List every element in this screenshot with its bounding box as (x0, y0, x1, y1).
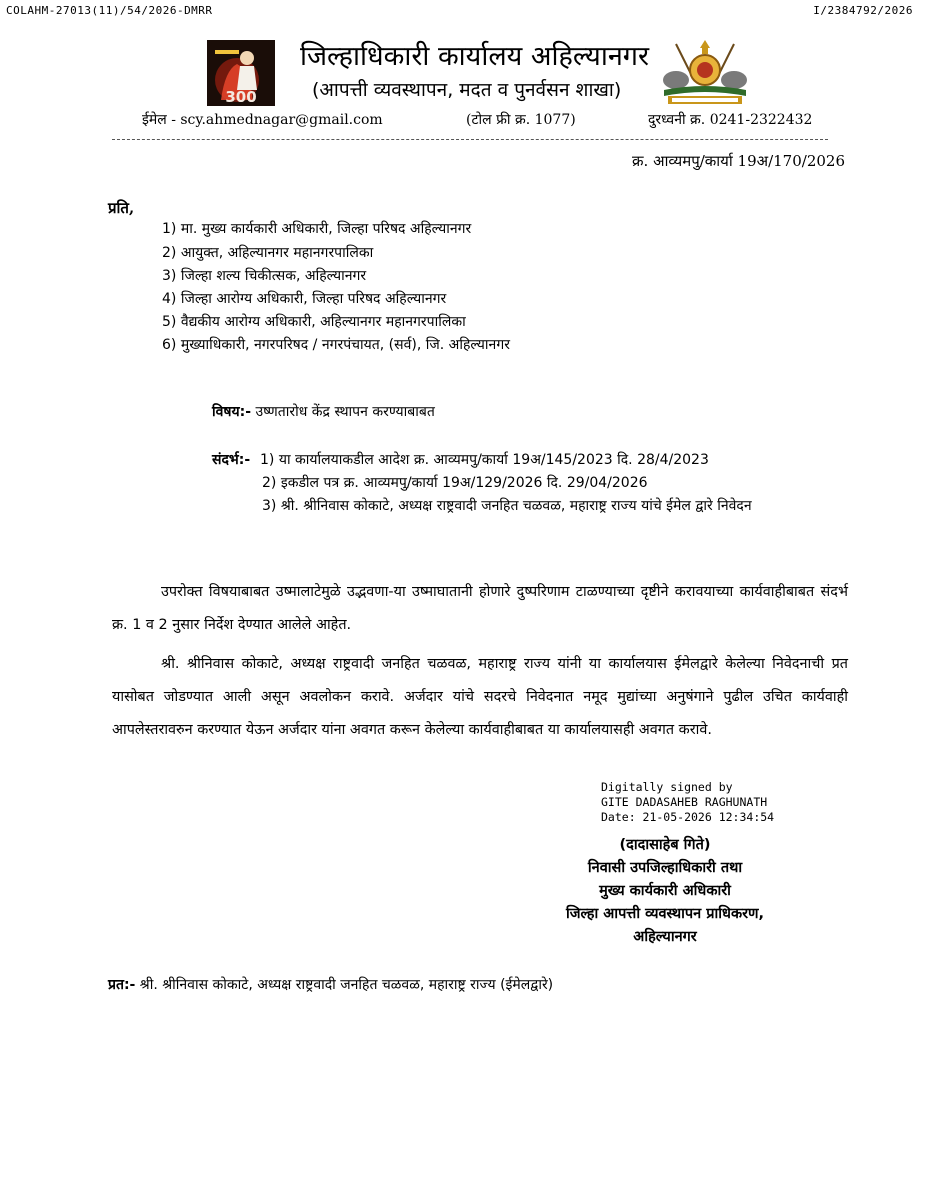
copy-to-label: प्रत:- (108, 977, 136, 993)
digital-signature-signer: GITE DADASAHEB RAGHUNATH (601, 795, 768, 809)
commemorative-logo (207, 40, 275, 106)
subject-label: विषय:- (212, 404, 252, 420)
references-label: संदर्भ:- (212, 452, 251, 468)
tollfree-contact: (टोल फ्री क्र. 1077) (466, 112, 576, 128)
addressee-item: 1) मा. मुख्य कार्यकारी अधिकारी, जिल्हा परिषद अहिल्यानगर (162, 221, 472, 237)
signer-location: अहिल्यानगर (633, 929, 697, 945)
copy-to-text: श्री. श्रीनिवास कोकाटे, अध्यक्ष राष्ट्रवादी जनहित चळवळ, महाराष्ट्र राज्य (ईमेलद्वारे) (135, 977, 554, 993)
district-emblem-logo (658, 36, 752, 110)
reference-item: 1) या कार्यालयाकडील आदेश क्र. आव्यमपु/कार्या 19अ/145/2023 दि. 28/4/2023 (260, 452, 709, 468)
signer-name: (दादासाहेब गिते) (619, 837, 711, 853)
addressee-item: 4) जिल्हा आरोग्य अधिकारी, जिल्हा परिषद अहिल्यानगर (162, 291, 447, 307)
copy-to-line (108, 975, 553, 994)
reference-item: 3) श्री. श्रीनिवास कोकाटे, अध्यक्ष राष्ट्रवादी जनहित चळवळ, महाराष्ट्र राज्य यांचे ईमेल द्वारे निवेदन (262, 498, 752, 514)
body-paragraph-1 (112, 576, 848, 642)
reference-number: क्र. आव्यमपु/कार्या 19अ/170/2026 (632, 152, 845, 170)
file-number: COLAHM-27013(11)/54/2026-DMRR (6, 4, 213, 17)
email-contact: ईमेल - scy.ahmednagar@gmail.com (142, 112, 383, 128)
addressee-item: 6) मुख्याधिकारी, नगरपरिषद / नगरपंचायत, (सर्व), जि. अहिल्यानगर (162, 337, 510, 353)
addressee-item: 5) वैद्यकीय आरोग्य अधिकारी, अहिल्यानगर महानगरपालिका (162, 314, 466, 330)
body-paragraph-2 (112, 648, 848, 747)
office-subtitle: (आपत्ती व्यवस्थापन, मदत व पुनर्वसन शाखा) (312, 79, 622, 101)
digital-signature-date: Date: 21-05-2026 12:34:54 (601, 810, 775, 824)
header-divider (112, 139, 828, 140)
signer-designation: निवासी उपजिल्हाधिकारी तथा (587, 860, 743, 876)
body-paragraph-text: श्री. श्रीनिवास कोकाटे, अध्यक्ष राष्ट्रवादी जनहित चळवळ, महाराष्ट्र राज्य यांनी या कार्यालयास ईमेलद्वारे केलेल्या निवेदनाची प्रत यासोबत जोडण्यात आली असून अवलोकन करावे. अर्जदार यांचे सदरचे निवेदनात नमूद मुद्यांच्या अनुषंगाने पुढील उचित कार्यवाही आपलेस्तरावरुन करण्यात येऊन अर्जदार यांना अवगत करून केलेल्या कार्यवाहीबाबत या कार्यालयासही अवगत करावे. (112, 656, 848, 738)
digital-signature-line: Digitally signed by (601, 780, 733, 794)
digital-signature-block (601, 780, 774, 825)
subject-text: उष्णतारोध केंद्र स्थापन करण्याबाबत (251, 404, 435, 420)
addressee-item: 2) आयुक्त, अहिल्यानगर महानगरपालिका (162, 245, 374, 261)
signer-designation: मुख्य कार्यकारी अधिकारी (599, 883, 731, 899)
office-title: जिल्हाधिकारी कार्यालय अहिल्यानगर (300, 41, 650, 72)
reference-item: 2) इकडील पत्र क्र. आव्यमपु/कार्या 19अ/129/2026 दि. 29/04/2026 (262, 475, 648, 491)
phone-contact: दुरध्वनी क्र. 0241-2322432 (648, 112, 813, 128)
addressee-item: 3) जिल्हा शल्य चिकीत्सक, अहिल्यानगर (162, 268, 367, 284)
addressees-heading: प्रति, (108, 199, 135, 217)
logo-numeral: 300 (225, 88, 257, 106)
inward-number: I/2384792/2026 (813, 4, 913, 17)
subject-line (212, 402, 435, 421)
body-paragraph-text: उपरोक्त विषयाबाबत उष्मालाटेमुळे उद्भवणा-या उष्माघातानी होणारे दुष्परिणाम टाळण्याच्या दृष्टीने करावयाच्या कार्यवाहीबाबत संदर्भ क्र. 1 व 2 नुसार निर्देश देण्यात आलेले आहेत. (112, 584, 848, 633)
signer-block (540, 834, 790, 949)
signer-designation: जिल्हा आपत्ती व्यवस्थापन प्राधिकरण, (565, 906, 764, 922)
